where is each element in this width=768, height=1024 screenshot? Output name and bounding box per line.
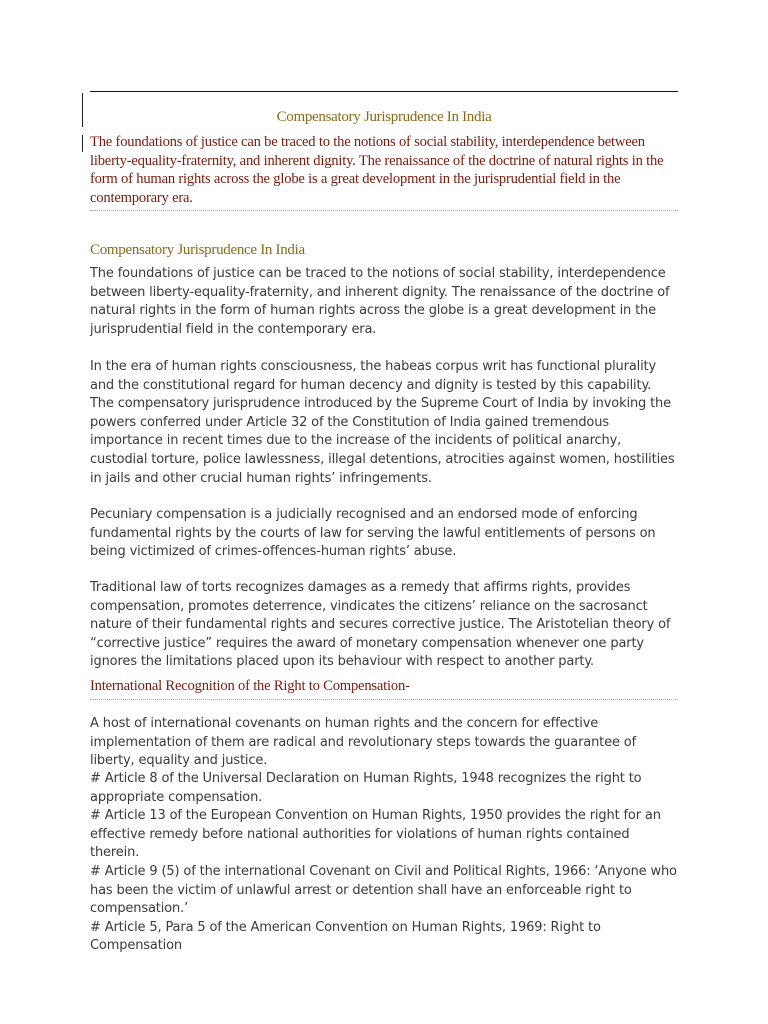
list-item: # Article 9 (5) of the international Covenant on Civil and Political Rights, 1966: ‘Anyone who has been the victim of unlawful arrest or detention shall have an enforceable right to compensation.’ xyxy=(90,863,677,917)
article-list xyxy=(90,770,678,956)
body-paragraph: The foundations of justice can be traced to the notions of social stability, interdependence between liberty-equality-fraternity, and inherent dignity. The renaissance of the doctrine of natural rights in the form of human rights across the globe is a great development in the jurisprudential field in the contemporary era. xyxy=(90,266,670,337)
body-paragraph: A host of international covenants on human rights and the concern for effective implementation of them are radical and revolutionary steps towards the guarantee of liberty, equality and justice. xyxy=(90,716,637,769)
abstract-divider xyxy=(90,210,678,211)
body-paragraph: In the era of human rights consciousness, the habeas corpus writ has functional plurality and the constitutional regard for human decency and dignity is tested by this capability. The compensatory jurisprudence introduced by the Supreme Court of India by invoking the powers conferred under Article 32 of the Constitution of India gained tremendous importance in recent times due to the increase of the incidents of political anarchy, custodial torture, police lawlessness, illegal detentions, atrocities against women, hostilities in jails and other crucial human rights’ infringements. xyxy=(90,359,675,486)
section-heading: International Recognition of the Right to Compensation- xyxy=(90,678,410,694)
list-item: # Article 13 of the European Convention on Human Rights, 1950 provides the right for an effective remedy before national authorities for violations of human rights contained therein. xyxy=(90,808,661,861)
text-cursor-mark xyxy=(82,135,83,152)
document-abstract: The foundations of justice can be traced to the notions of social stability, interdependence between liberty-equality-fraternity, and inherent dignity. The renaissance of the doctrine of natural rights in the form of human rights across the globe is a great development in the jurisprudential field in the contemporary era. xyxy=(90,134,664,206)
list-item: # Article 5, Para 5 of the American Convention on Human Rights, 1969: Right to Compensation xyxy=(90,919,601,954)
section-divider xyxy=(90,699,678,700)
document-title: Compensatory Jurisprudence In India xyxy=(276,109,492,125)
list-item: # Article 8 of the Universal Declaration on Human Rights, 1948 recognizes the right to appropriate compensation. xyxy=(90,771,642,805)
body-paragraph: Pecuniary compensation is a judicially recognised and an endorsed mode of enforcing fundamental rights by the courts of law for serving the lawful entitlements of persons on being victimized of crimes-offences-human rights’ abuse. xyxy=(90,507,656,560)
section-heading: Compensatory Jurisprudence In India xyxy=(90,242,305,258)
body-paragraph: Traditional law of torts recognizes damages as a remedy that affirms rights, provides compensation, promotes deterrence, vindicates the citizens’ reliance on the sacrosanct nature of their fundamental rights and secures corrective justice. The Aristotelian theory of “corrective justice” requires the award of monetary compensation whenever one party ignores the limitations placed upon its behaviour with respect to another party. xyxy=(90,580,671,670)
text-cursor-mark xyxy=(82,93,83,127)
top-divider xyxy=(90,91,678,92)
